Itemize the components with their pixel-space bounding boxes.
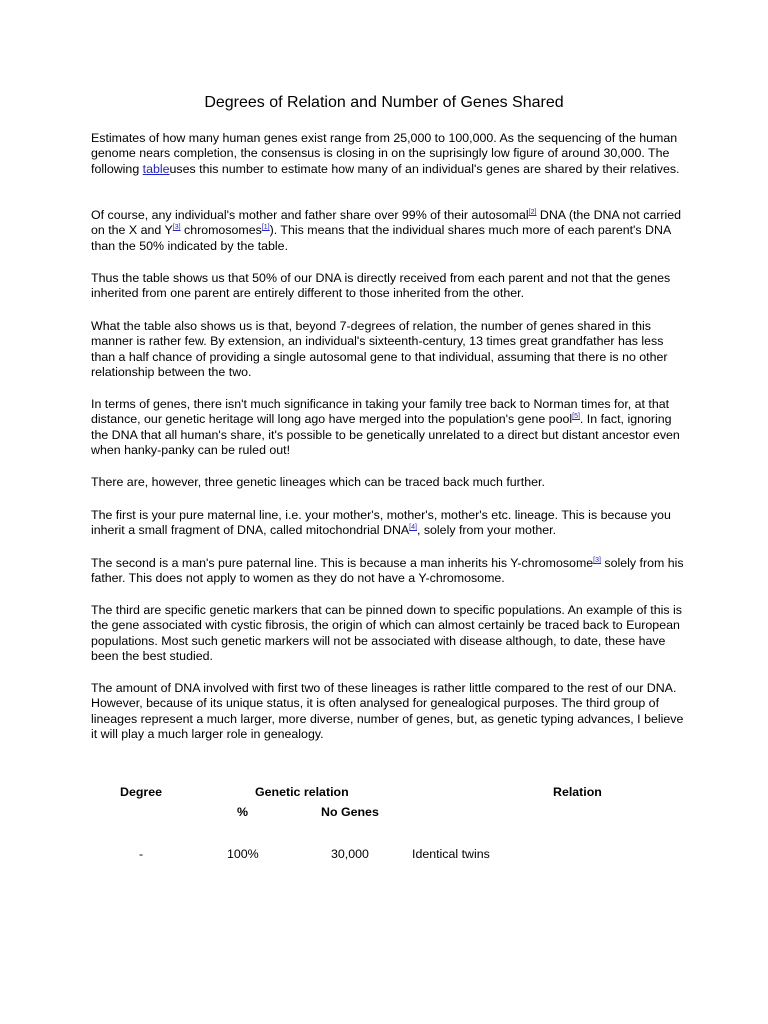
footnote-link-4[interactable]: [4] <box>409 524 417 532</box>
paragraph-text: ). This means that the individual shares much more of each parent's DNA than the 50% indicated by the table. <box>91 223 671 253</box>
paragraph-text: The second is a man's pure paternal line. This is because a man inherits his Y-chromosome <box>91 556 594 570</box>
paragraph-genes <box>91 397 686 459</box>
cell-degree: - <box>139 847 144 861</box>
footnote-link-5[interactable]: [5] <box>572 413 580 421</box>
paragraph-text: In terms of genes, there isn't much significance in taking your family tree back to Norman times for, at that distance, our genetic heritage will long ago have merged into the population's gene pool <box>91 397 670 427</box>
paragraph-markers: The third are specific genetic markers that can be pinned down to specific populations. An example of this is the gene associated with cystic fibrosis, the origin of which can almost certainly be traced back to European populations. Most such genetic markers will not be associated with disease although, to date, these have been the best studied. <box>91 603 682 664</box>
cell-genes: 30,000 <box>331 847 369 861</box>
paragraph-degrees: What the table also shows us is that, beyond 7-degrees of relation, the number of genes shared in this manner is rather few. By extension, an individual's sixteenth-century, 13 times great grandfather has less than a half chance of providing a single autosomal gene to that individual, assuming that there is no other relationship between the two. <box>91 319 668 380</box>
cell-percent: 100% <box>227 847 259 861</box>
header-genetic-relation: Genetic relation <box>255 785 349 799</box>
header-relation: Relation <box>553 785 602 799</box>
footnote-link-3b[interactable]: [3] <box>593 557 601 564</box>
page-title: Degrees of Relation and Number of Genes Shared <box>204 94 564 111</box>
paragraph-text: . In fact, ignoring the DNA that all human's share, it's possible to be genetically unrelated to a direct but distant ancestor even when hanky-panky can be ruled out! <box>91 412 680 458</box>
paragraph-text: uses this number to estimate how many of an individual's genes are shared by their relatives. <box>169 161 680 176</box>
footnote-link-2[interactable]: [2] <box>528 209 537 216</box>
paragraph-text: chromosomes <box>180 223 262 238</box>
paragraph-paternal <box>91 556 686 587</box>
header-no-genes: No Genes <box>321 805 379 819</box>
paragraph-amount: The amount of DNA involved with first two of these lineages is rather little compared to the rest of our DNA. However, because of its unique status, it is often analysed for genealogical purposes. The third group of lineages represent a much larger, more diverse, number of genes, but, as genetic typing advances, I believe it will play a much larger role in genealogy. <box>91 681 684 742</box>
footnote-link-3[interactable]: [3] <box>172 224 181 232</box>
paragraph-text: Of course, any individual's mother and father share over 99% of their autosomal <box>91 208 529 222</box>
table-link[interactable]: table <box>142 161 170 176</box>
paragraph-text: DNA (the DNA not carried on the X and Y <box>91 208 682 238</box>
paragraph-lineages: There are, however, three genetic lineages which can be traced back much further. <box>91 475 545 489</box>
header-degree: Degree <box>120 785 163 799</box>
paragraph-autosomal <box>91 208 686 254</box>
paragraph-text: solely from his father. This does not apply to women as they do not have a Y-chromosome. <box>91 556 684 586</box>
paragraph-maternal <box>91 508 686 539</box>
paragraph-text: The first is your pure maternal line, i.e. your mother's, mother's, mother's etc. lineage. This is because you inherit a small fragment of DNA, called mitochondrial DNA <box>91 508 671 538</box>
paragraph-intro <box>91 131 686 177</box>
paragraph-inheritance: Thus the table shows us that 50% of our DNA is directly received from each parent and not that the genes inherited from one parent are entirely different to those inherited from the other. <box>91 271 671 301</box>
header-percent: % <box>237 805 249 819</box>
paragraph-text: , solely from your mother. <box>416 523 557 538</box>
cell-relation: Identical twins <box>412 847 490 861</box>
footnote-link-1[interactable]: [1] <box>261 224 270 232</box>
paragraph-text: Estimates of how many human genes exist range from 25,000 to 100,000. As the sequencing of the human genome nears completion, the consensus is closing in on the suprisingly low figure of around 30,000. The following <box>91 131 678 176</box>
